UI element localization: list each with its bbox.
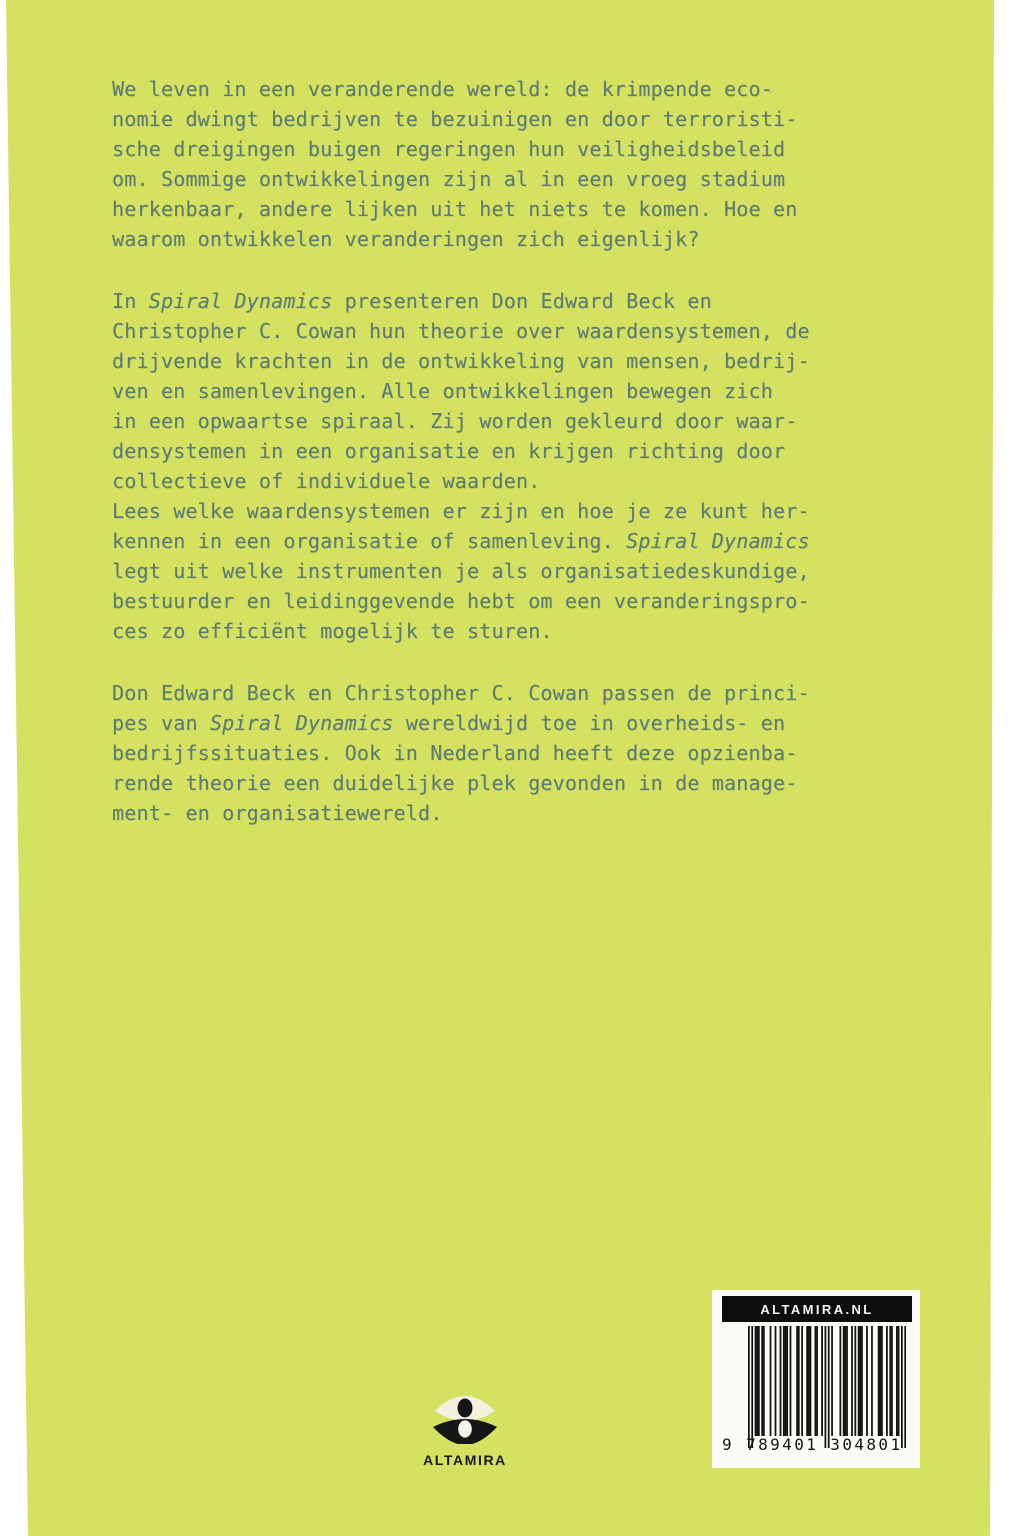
publisher-name: ALTAMIRA xyxy=(423,1452,507,1468)
paragraph: In Spiral Dynamics presenteren Don Edward Beck en Christopher C. Cowan hun theorie over waardensystemen, de drijvende krachten in de ontwikkeling van mensen, bedrij- ven en samenlevingen. Alle ontwikkelingen bewegen zich in een opwaartse spiraal. Zij worden gekleurd door waar- densystemen in een organisatie en krijgen richting door collectieve of individuele waarden. xyxy=(112,289,810,493)
ean13-barcode-icon xyxy=(748,1326,906,1448)
publisher-site-band: ALTAMIRA.NL xyxy=(722,1296,912,1322)
barcode-panel xyxy=(712,1290,920,1468)
paragraph: Don Edward Beck en Christopher C. Cowan passen de princi- pes van Spiral Dynamics wereldwijd toe in overheids- en bedrijfssituaties. Ook in Nederland heeft deze opzienba- rende theorie een duidelijke plek gevonden in de manage- ment- en organisatiewereld. xyxy=(112,681,810,825)
paragraph: We leven in een veranderende wereld: de krimpende eco- nomie dwingt bedrijven te bezuinigen en door terroristi- sche dreigingen buigen regeringen hun veiligheidsbeleid om. Sommige ontwikkelingen zijn al in een vroeg stadium herkenbaar, andere lijken uit het niets te komen. Hoe en waarom ontwikkelen veranderingen zich eigenlijk? xyxy=(112,77,798,251)
back-cover-text xyxy=(112,74,824,828)
altamira-logo-icon xyxy=(432,1388,498,1444)
publisher-logo-block xyxy=(397,1388,533,1468)
paragraph: Lees welke waardensystemen er zijn en hoe je ze kunt her- kennen in een organisatie of samenleving. Spiral Dynamics legt uit welke instrumenten je als organisatiedeskundige, bestuurder en leidinggevende hebt om een veranderingspro- ces zo efficiënt mogelijk te sturen. xyxy=(112,499,810,643)
isbn-number: 9 789401 304801 xyxy=(722,1435,903,1454)
